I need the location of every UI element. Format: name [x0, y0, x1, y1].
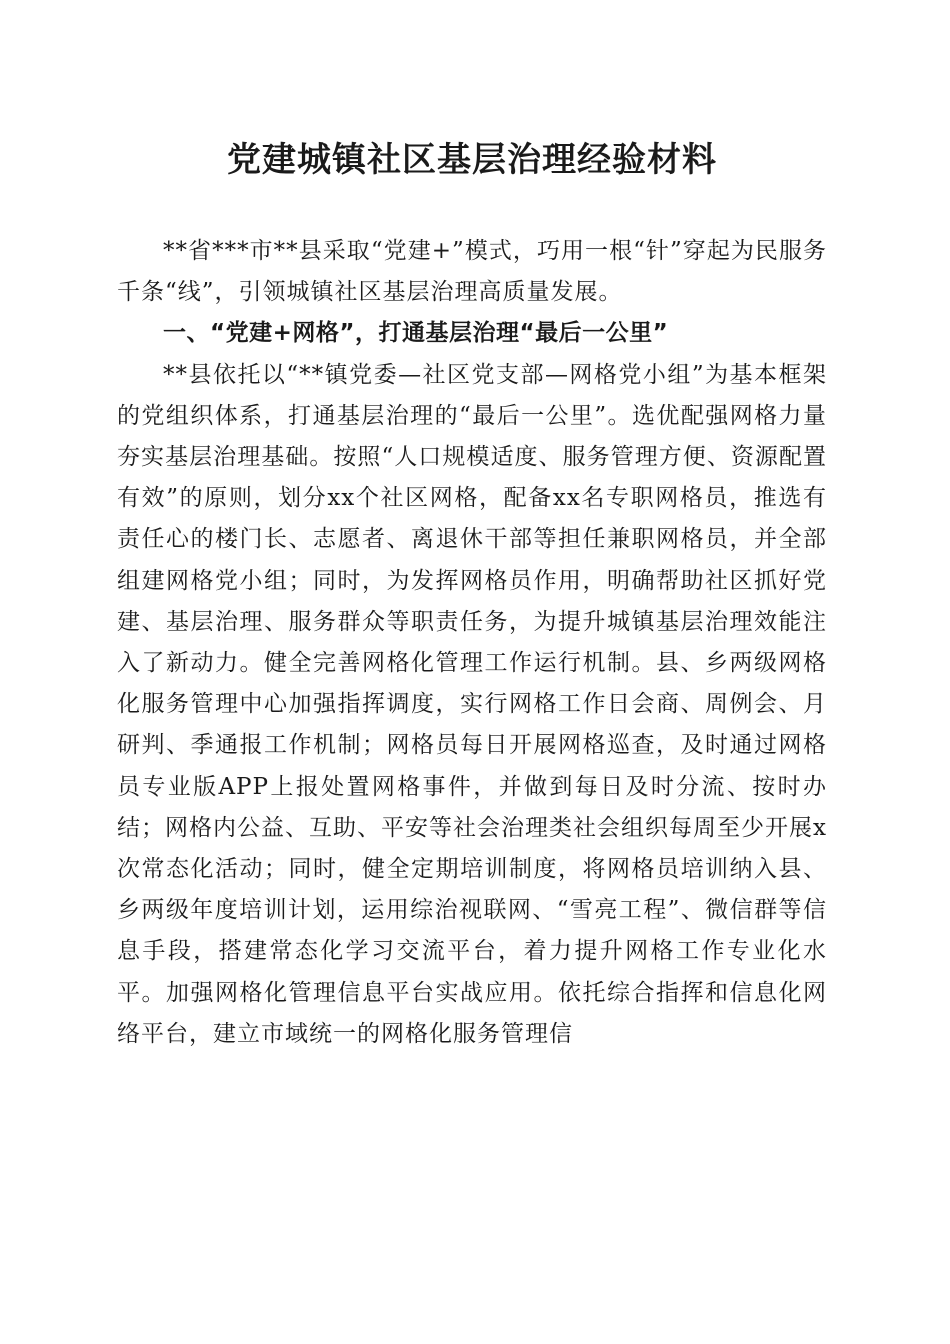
- body-paragraph: **县依托以“**镇党委—社区党支部—网格党小组”为基本框架的党组织体系，打通基层治理的“最后一公里”。选优配强网格力量夯实基层治理基础。按照“人口规模适度、服务管理方便、资源配置有效”的原则，划分xx个社区网格，配备xx名专职网格员，推选有责任心的楼门长、志愿者、离退休干部等担任兼职网格员，并全部组建网格党小组；同时，为发挥网格员作用，明确帮助社区抓好党建、基层治理、服务群众等职责任务，为提升城镇基层治理效能注入了新动力。健全完善网格化管理工作运行机制。县、乡两级网格化服务管理中心加强指挥调度，实行网格工作日会商、周例会、月研判、季通报工作机制；网格员每日开展网格巡查，及时通过网格员专业版APP上报处置网格事件，并做到每日及时分流、按时办结；网格内公益、互助、平安等社会治理类社会组织每周至少开展x次常态化活动；同时，健全定期培训制度，将网格员培训纳入县、乡两级年度培训计划，运用综治视联网、“雪亮工程”、微信群等信息手段，搭建常态化学习交流平台，着力提升网格工作专业化水平。加强网格化管理信息平台实战应用。依托综合指挥和信息化网络平台，建立市域统一的网格化服务管理信: [117, 361, 827, 1047]
- document-title: 党建城镇社区基层治理经验材料: [227, 140, 717, 180]
- document-body: [117, 231, 827, 1055]
- intro-paragraph: **省***市**县采取“党建+”模式，巧用一根“针”穿起为民服务千条“线”，引领城镇社区基层治理高质量发展。: [117, 238, 827, 306]
- section-heading: 一、“党建+网格”，打通基层治理“最后一公里”: [163, 320, 669, 347]
